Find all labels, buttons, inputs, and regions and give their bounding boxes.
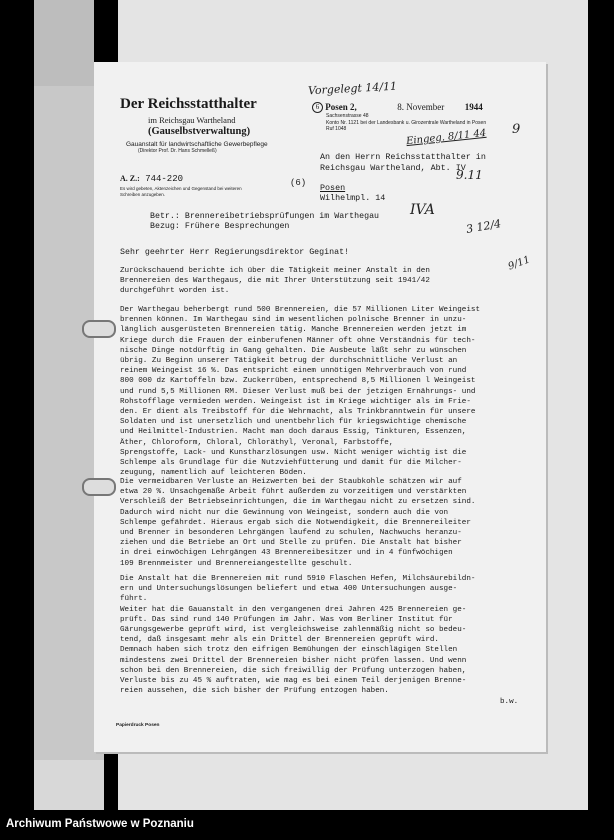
letter-page — [94, 62, 546, 752]
recipient-city: Posen — [320, 183, 346, 193]
date: 8. November — [397, 102, 445, 112]
place-date-line — [312, 102, 542, 113]
binder-ring — [78, 470, 118, 500]
folder-cover-top — [34, 0, 94, 86]
handwritten-note: 9.11 — [456, 168, 483, 182]
handwritten-note: 3 12/4 — [465, 217, 503, 236]
handwritten-note-top: Vorgelegt 14/11 — [307, 79, 398, 98]
printer-mark: Papierdruck Posen — [116, 723, 160, 728]
address-line: Ruf 1048 — [326, 126, 347, 133]
paragraph-brennereien: Der Warthegau beherbergt rund 500 Brennereien, die 57 Millionen Liter Weingeist brennen können. Im Warthegau sind im wesentlichen polnische Brenner in unzu- länglich ausgerüsteten Brennereien tätig. Manche Brennereien werden jetzt im Kriege durch die Frauen der einberufenen Männer oft ohne Verständnis für tech- nische Dinge notdürftig in Gang gehalten. Die Ausbeute läßt sehr zu wünschen übrig. Zu Beginn unserer Tätigkeit betrug der durchschnittliche Verlust an reinem Weingeist 16 %. Das entspricht einem unnötigen Mehrverbrauch von rund 800 000 dz Kartoffeln bzw. Zuckerrüben, entsprechend 8,5 Millionen l Weingeist und rund 5,5 Millionen RM. Dieser Verlust muß bei der jetzigen Ernährungs- und Rohstofflage vermieden werden. Weingeist ist im Kriege wichtiger als im Frie- den. Er dient als Treibstoff für die Wehrmacht, als Trinkbranntwein für unsere Soldaten und ist unersetzlich und unentbehrlich für kriegswichtige chemische und Heilmittel-Industrien. Macht man doch daraus Essig, Tinkturen, Essenzen, Äther, Chloroform, Chloral, Chloräthyl, Veronal, Farbstoffe, Sprengstoffe, Lack- und Kunstharzlösungen usw. Nicht weniger wichtig ist die Schlempe als Grundlage für die Nutzviehfütterung und damit für die Milcher- zeugung, namentlich auf leichteren Böden. — [120, 306, 481, 478]
file-reference-label: A. Z.: — [120, 174, 140, 183]
recipient: An den Herrn Reichsstatthalter in Reichsgau Wartheland, Abt. IV — [320, 152, 486, 173]
handwritten-note: 9/11 — [506, 254, 532, 273]
letterhead-institute: Gauanstalt für landwirtschaftliche Gewerbepflege — [126, 141, 268, 148]
year: 1944 — [464, 102, 483, 112]
letterhead-place — [312, 102, 542, 133]
handwritten-note: IVA — [410, 202, 435, 218]
paragraph-pruefungen: Die Anstalt hat die Brennereien mit rund 5910 Flaschen Hefen, Milchsäurebildn- ern und Untersuchungslösungen beliefert und etwa 400 Untersuchungen ausge- führt. Weiter hat die Gauanstalt in den vergangenen drei Jahren 425 Brennereien ge- prüft. Das sind rund 140 Prüfungen im Jahr. Was vom Berliner Institut für Gärungsgewerbe geprüft wird, ist vergleichsweise zahlenmäßig nicht so bedeu- tend, daß insgesamt mehr als ein Drittel der Brennereien geprüft wird. Demnach haben sich trotz den eifrigen Bemühungen der einschlägigen Stellen mindestens zwei Drittel der Brennereien bisher nicht prüfen lassen. Und wenn schon bei den Brennereien, die sich freiwillig der Prüfung unterzogen haben, Verluste bis zu 45 % auftraten, wie mag es bei einem Teil derjenigen Brenne- reien aussehen, die sich bisher der Prüfung entzogen haben. — [120, 575, 476, 696]
place: Posen 2, — [325, 102, 357, 112]
letterhead-subtitle: im Reichsgau Wartheland — [148, 115, 236, 125]
place-code: 6 — [312, 102, 323, 113]
binder-ring — [78, 312, 118, 342]
copy-number: (6) — [290, 178, 307, 188]
file-reference — [120, 174, 183, 184]
continuation-mark: b.w. — [500, 698, 519, 706]
handwritten-number: 9 — [512, 122, 521, 137]
recipient-address — [320, 183, 385, 203]
address-line: Konto Nr. 1121 bei der Landesbank u. Girozentrale Wartheland in Posen — [326, 119, 487, 126]
address-line: Sachsenstrasse 48 — [326, 113, 369, 120]
binder-ring-icon — [82, 478, 116, 496]
salutation: Sehr geehrter Herr Regierungsdirektor Geginat! — [120, 248, 350, 257]
paragraph-verluste: Die vermeidbaren Verluste an Heizwerten bei der Staubkohle schätzen wir auf etwa 20 %. Unsachgemäße Arbeit führt außerdem zu vorzeitigem und verstärkten Verschleiß der Betriebseinrichtungen, die im Warthegau nicht zu ersetzen sind. Dadurch wird nicht nur die Gewinnung von Weingeist, sondern auch die von Schlempe gefährdet. Hieraus ergab sich die Notwendigkeit, die Brennereileiter und Brenner in besonderen Lehrgängen laufend zu schulen, Nachwuchs heranzu- ziehen und die Betriebe an Ort und Stelle zu prüfen. Die Anstalt hat bisher in drei einwöchigen Lehrgängen 43 Brennereibesitzer und in 4 fünfwöchigen 109 Brennmeister und Brennereiangestellte geschult. — [120, 478, 476, 568]
letterhead — [120, 96, 310, 154]
paragraph-intro: Zurückschauend berichte ich über die Tätigkeit meiner Anstalt in den Brennereien des Warthegaus, die mit Ihrer Unterstützung seit 1941/42 durchgeführt worden ist. — [120, 267, 430, 296]
letterhead-department: (Gauselbstverwaltung) — [148, 126, 251, 137]
archive-caption: Archiwum Państwowe w Poznaniu — [6, 818, 194, 830]
binder-ring-icon — [82, 320, 116, 338]
folder-cover-bottom — [34, 760, 104, 810]
file-reference-note: Es wird gebeten, Aktenzeichen und Gegenstand bei weiteren Schreiben anzugeben. — [120, 186, 242, 197]
recipient-street: Wilhelmpl. 14 — [320, 193, 386, 203]
received-stamp-handwritten: Eingeg. 8/11 44 — [405, 127, 487, 148]
letterhead-director: (Direktor Prof. Dr. Hans Schmelleß) — [138, 148, 217, 154]
subject-block: Betr.: Brennereibetriebsprüfungen im Warthegau Bezug: Frühere Besprechungen — [150, 212, 380, 231]
letterhead-title: Der Reichsstatthalter — [120, 96, 257, 112]
file-reference-value: 744-220 — [145, 174, 183, 184]
